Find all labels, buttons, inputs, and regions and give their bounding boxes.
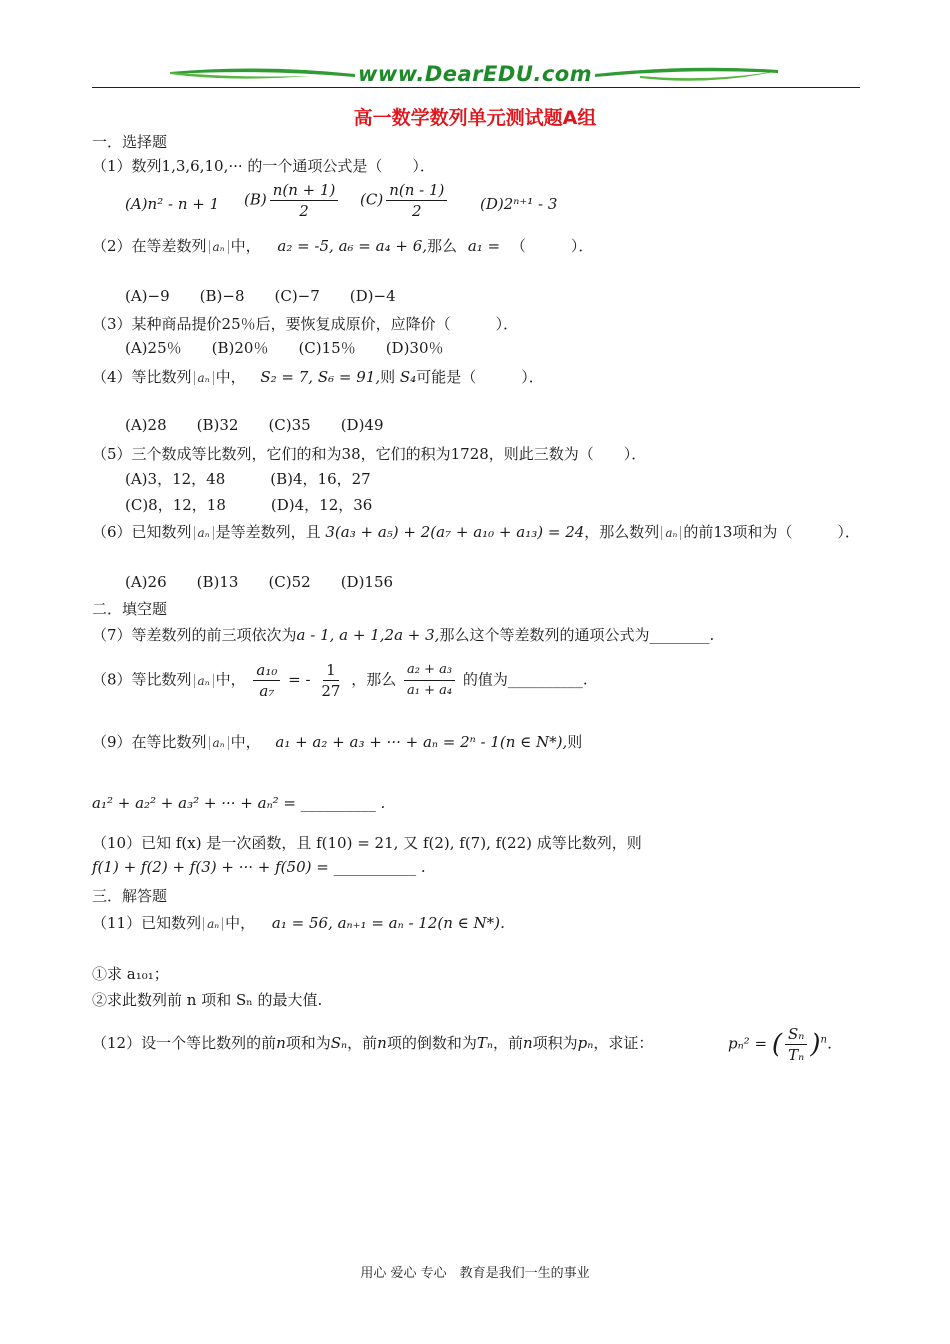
question-6: （6）已知数列 aₙ 是等差数列，且 3(a₃ + a₅) + 2(a₇ + a₁₀ + a₁₃) = 24，那么数列 aₙ 的前13项和为（ ）． xyxy=(92,523,860,541)
question-8: （8）等比数列 aₙ 中， $\frac{\text{a₁₀}}{\text{a₇}}$ = - $\frac{1}{27}$ ，那么 $\frac{\text{a₂ + a₃}}{\text{a₁ + a₄}}$ 的值为__________. xyxy=(92,661,588,700)
q10-answer-line: f(1) + f(2) + f(3) + ··· + f(50) = ___________ . xyxy=(92,858,426,876)
question-3: （3）某种商品提价25％后，要恢复成原价，应降价（ ）． xyxy=(92,315,519,333)
q4-options: (A)28 (B)32 (C)35 (D)49 xyxy=(125,416,384,434)
logo-text: www.DearEDU.com xyxy=(358,62,593,86)
q1-option-c: (C) $\frac{n(n - 1)}{2}$ xyxy=(360,180,450,221)
question-5: （5）三个数成等比数列，它们的和为38，它们的积为1728，则此三数为（ ）． xyxy=(92,445,647,463)
q3-options: (A)25％ (B)20％ (C)15％ (D)30％ xyxy=(125,339,444,357)
page-footer: 用心 爱心 专心 教育是我们一生的事业 xyxy=(360,1266,590,1281)
q1-option-d: (D)2ⁿ⁺¹ - 3 xyxy=(480,195,558,213)
site-logo xyxy=(170,60,780,90)
section-choice: 一．选择题 xyxy=(92,133,168,151)
question-12: （12）设一个等比数列的前n项和为Sₙ，前n项的倒数和为Tₙ，前n项积为pₙ，求证： xyxy=(92,1034,654,1052)
q9-answer-line: a₁² + a₂² + a₃² + ··· + aₙ² = __________ . xyxy=(92,794,386,812)
question-1: （1）数列1,3,6,10,··· 的一个通项公式是（ ）． xyxy=(92,157,435,175)
question-10: （10）已知 f(x) 是一次函数，且 f(10) = 21, 又 f(2), f(7), f(22) 成等比数列，则 xyxy=(92,834,642,852)
q2-options: (A)−9 (B)−8 (C)−7 (D)−4 xyxy=(125,287,396,305)
question-2: （2）在等差数列 aₙ 中， a₂ = -5, a₆ = a₄ + 6,那么 a₁ = （ ）． xyxy=(92,237,594,255)
q5-options-cd: (C)8，12，18 (D)4，12，36 xyxy=(125,496,373,514)
question-7: （7）等差数列的前三项依次为a - 1, a + 1,2a + 3,那么这个等差数列的通项公式为________. xyxy=(92,626,715,644)
question-4: （4）等比数列 aₙ 中， S₂ = 7, S₆ = 91,则 S₄可能是（ ）． xyxy=(92,368,544,386)
question-11: （11）已知数列 aₙ 中， a₁ = 56, aₙ₊₁ = aₙ - 12(n ∈ N*)． xyxy=(92,914,516,932)
section-fill: 二．填空题 xyxy=(92,600,168,618)
q6-options: (A)26 (B)13 (C)52 (D)156 xyxy=(125,573,394,591)
page-title: 高一数学数列单元测试题A组 xyxy=(353,107,597,129)
q5-options-ab: (A)3，12，48 (B)4，16，27 xyxy=(125,470,371,488)
q11-sub-1: ①求 a₁₀₁； xyxy=(92,965,169,983)
q11-sub-2: ②求此数列前 n 项和 Sₙ 的最大值. xyxy=(92,991,323,1009)
question-9: （9）在等比数列 aₙ 中， a₁ + a₂ + a₃ + ··· + aₙ = 2ⁿ - 1(n ∈ N*),则 xyxy=(92,733,583,751)
q1-option-a: (A)n² - n + 1 xyxy=(125,195,220,213)
q12-proof-formula: pₙ² = ( $\frac{\text{Sₙ}}{\text{Tₙ}}$ )$^n$． xyxy=(728,1025,842,1064)
header-divider xyxy=(92,87,860,88)
section-answer: 三．解答题 xyxy=(92,887,168,905)
q1-option-b: (B) $\frac{n(n + 1)}{2}$ xyxy=(244,180,341,221)
